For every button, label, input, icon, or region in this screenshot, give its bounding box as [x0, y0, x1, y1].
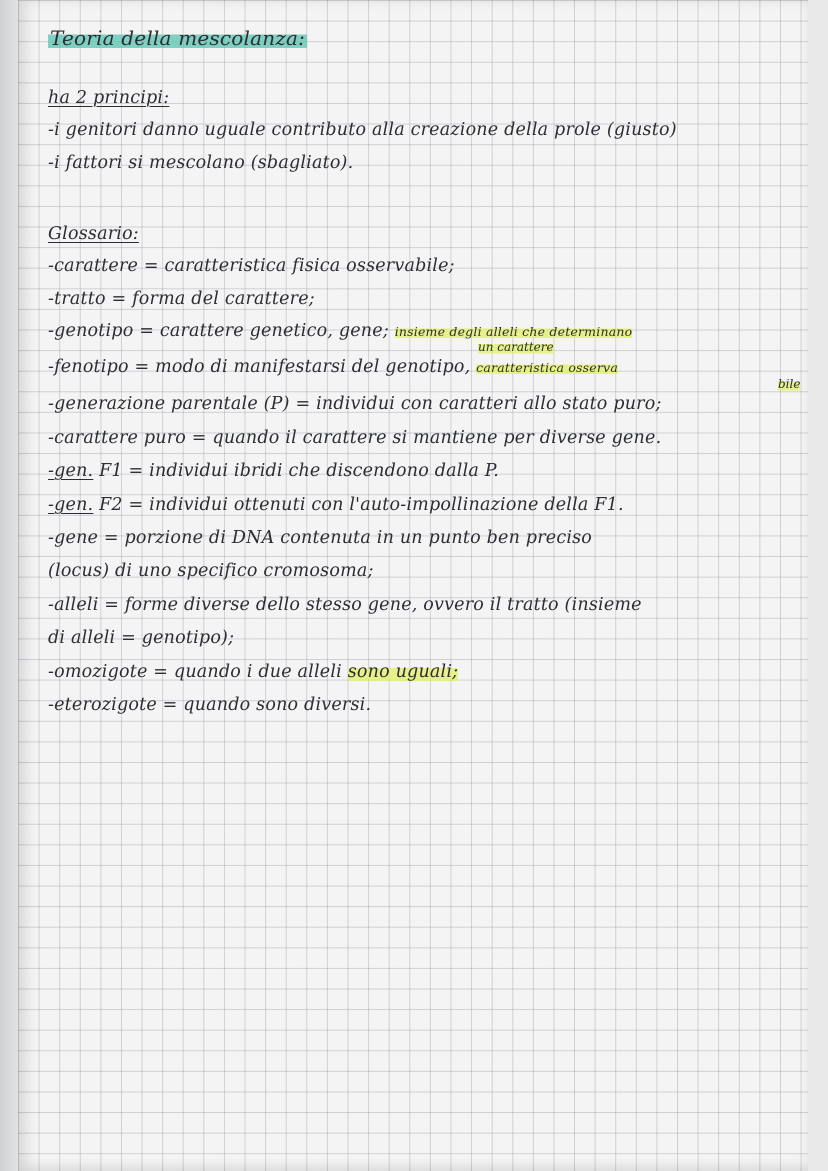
principles-heading: ha 2 principi: — [48, 88, 170, 108]
glossary-alleli-cont: di alleli = genotipo); — [48, 628, 235, 648]
glossary-fenotipo: -fenotipo = modo di manifestarsi del genotipo, caratteristica osserva — [48, 357, 618, 377]
principle-item: -i genitori danno uguale contributo alla creazione della prole (giusto) — [48, 120, 677, 140]
glossary-f1: -gen. F1 = individui ibridi che discendono dalla P. — [48, 461, 499, 481]
glossary-generazione: -generazione parentale (P) = individui con caratteri allo stato puro; — [48, 394, 662, 414]
glossary-heading: Glossario: — [48, 224, 139, 244]
glossary-carattere-puro: -carattere puro = quando il carattere si mantiene per diverse gene. — [48, 428, 662, 448]
glossary-genotipo-note: un carattere — [478, 340, 554, 354]
glossary-f2: -gen. F2 = individui ottenuti con l'auto-impollinazione della F1. — [48, 495, 624, 515]
glossary-gene-cont: (locus) di uno specifico cromosoma; — [48, 561, 374, 581]
glossary-eterozigote: -eterozigote = quando sono diversi. — [48, 695, 372, 715]
glossary-gene: -gene = porzione di DNA contenuta in un punto ben preciso — [48, 528, 593, 548]
notebook-left-edge — [0, 0, 18, 1171]
principle-item: -i fattori si mescolano (sbagliato). — [48, 153, 354, 173]
glossary-fenotipo-note: bile — [778, 377, 801, 391]
glossary-alleli: -alleli = forme diverse dello stesso gene, ovvero il tratto (insieme — [48, 595, 642, 615]
page-title: Teoria della mescolanza: — [50, 26, 306, 50]
glossary-omozigote: -omozigote = quando i due alleli sono uguali; — [48, 662, 459, 682]
glossary-genotipo: -genotipo = carattere genetico, gene; insieme degli alleli che determinano — [48, 321, 633, 341]
glossary-tratto: -tratto = forma del carattere; — [48, 289, 315, 309]
glossary-carattere: -carattere = caratteristica fisica osservabile; — [48, 256, 455, 276]
grid-paper-page — [18, 0, 808, 1171]
